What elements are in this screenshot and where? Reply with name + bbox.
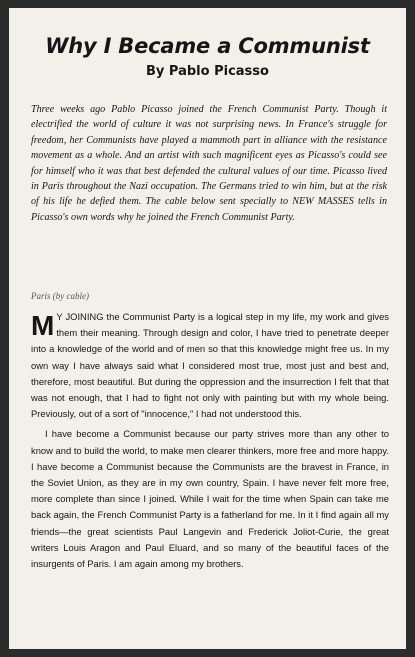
article-page bbox=[9, 8, 406, 649]
article-intro: Three weeks ago Pablo Picasso joined the French Communist Party. Though it electrified the world of culture it was not surprising news. In France's struggle for freedom, her Communists have played a mammoth part in alliance with the resistance movement as a whole. And an artist with such magnificent eyes as Picasso's could see for himself who it was that best defended the cultural values of our time. Picasso lived in Paris throughout the Nazi occupation. The Germans tried to win him, but at the risk of his life he defied them. The cable below sent specially to NEW MASSES tells in Picasso's own words why he joined the French Communist Party. bbox=[31, 104, 387, 223]
article-dateline: Paris (by cable) bbox=[31, 291, 89, 301]
body-paragraph-text: Y JOINING the Communist Party is a logical step in my life, my work and gives them their meaning. Through design and color, I have tried to penetrate deeper into a knowledge of the world and of men so that this knowledge might free us. In my own way I have always said what I considered most true, most just and best and, therefore, most beautiful. But during the oppression and the insurrection I felt that that was not enough, that I had to fight not only with painting but with my whole being. Previously, out of a sort of "innocence," I had not understood this. bbox=[31, 311, 389, 420]
article-byline: By Pablo Picasso bbox=[146, 64, 269, 79]
article-title: Why I Became a Communist bbox=[45, 34, 370, 58]
drop-cap: M bbox=[31, 310, 55, 341]
article-body bbox=[31, 309, 389, 576]
body-paragraph: I have become a Communist because our party strives more than any other to know and to build the world, to make men clearer thinkers, more free and more happy. I have become a Communist because the Communists are the bravest in France, in the Soviet Union, as they are in my own country, Spain. I have never felt more free, more complete than since I joined. While I wait for the time when Spain can take me back again, the French Communist Party is a fatherland for me. In it I find again all my friends—the great scientists Paul Langevin and Frederick Joliot-Curie, the great writers Louis Aragon and Paul Eluard, and so many of the beautiful faces of the insurgents of Paris. I am again among my brothers. bbox=[31, 428, 389, 570]
body-paragraph bbox=[31, 309, 389, 422]
